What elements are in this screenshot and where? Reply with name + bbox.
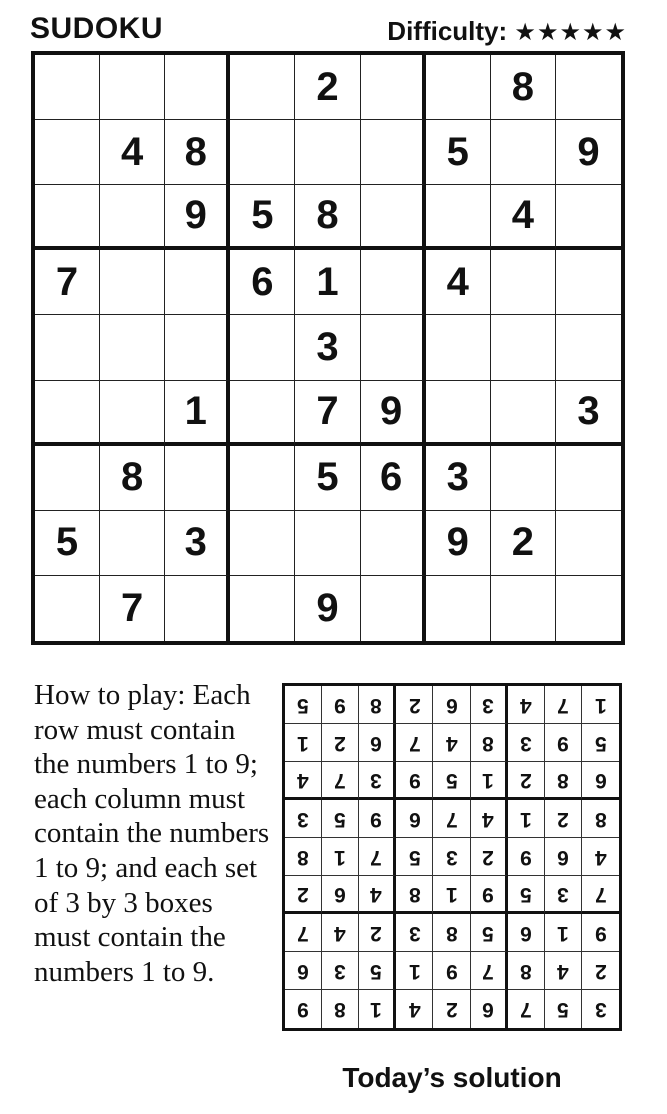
sudoku-cell[interactable]: 1 bbox=[165, 381, 230, 446]
solution-cell bbox=[359, 952, 396, 990]
solution-cell bbox=[471, 800, 508, 838]
sudoku-cell[interactable] bbox=[556, 446, 621, 511]
how-to-play-text: How to play: Each row must contain the numbers 1 to 9; each column must contain the numbers 1 to 9; and each set of 3 by 3 boxes must contain the numbers 1 to 9. bbox=[34, 679, 270, 988]
solution-cell bbox=[285, 952, 322, 990]
sudoku-cell[interactable] bbox=[100, 185, 165, 250]
solution-digit: 5 bbox=[445, 768, 458, 792]
solution-cell bbox=[433, 686, 470, 724]
solution-digit: 1 bbox=[297, 731, 309, 755]
solution-cell bbox=[433, 952, 470, 990]
solution-cell bbox=[471, 762, 508, 800]
solution-digit: 8 bbox=[481, 731, 494, 755]
solution-digit: 5 bbox=[556, 998, 569, 1021]
sudoku-cell[interactable]: 5 bbox=[426, 120, 491, 185]
sudoku-cell[interactable] bbox=[35, 185, 100, 250]
solution-cell bbox=[471, 990, 508, 1028]
solution-cell bbox=[582, 914, 619, 952]
solution-digit: 7 bbox=[481, 959, 494, 983]
solution-digit: 5 bbox=[370, 959, 383, 983]
sudoku-cell[interactable] bbox=[491, 250, 556, 315]
solution-digit: 3 bbox=[370, 768, 383, 792]
solution-cell bbox=[582, 724, 619, 762]
solution-digit: 6 bbox=[445, 693, 458, 717]
sudoku-cell[interactable] bbox=[35, 120, 100, 185]
solution-cell bbox=[545, 762, 582, 800]
solution-grid bbox=[282, 683, 622, 1031]
solution-cell bbox=[396, 686, 433, 724]
solution-digit: 4 bbox=[519, 693, 532, 717]
sudoku-cell[interactable]: 7 bbox=[35, 250, 100, 315]
sudoku-cell[interactable]: 1 bbox=[295, 250, 360, 315]
solution-cell bbox=[285, 914, 322, 952]
solution-digit: 4 bbox=[334, 921, 346, 945]
solution-cell bbox=[285, 762, 322, 800]
solution-cell bbox=[508, 762, 545, 800]
solution-digit: 1 bbox=[481, 768, 494, 792]
sudoku-cell[interactable] bbox=[230, 315, 295, 380]
solution-cell bbox=[471, 838, 508, 876]
sudoku-cell[interactable] bbox=[361, 185, 426, 250]
solution-digit: 4 bbox=[297, 768, 309, 792]
solution-cell bbox=[359, 724, 396, 762]
sudoku-cell[interactable]: 2 bbox=[491, 511, 556, 576]
solution-digit: 9 bbox=[519, 845, 532, 869]
solution-digit: 8 bbox=[556, 768, 569, 792]
sudoku-cell[interactable] bbox=[426, 55, 491, 120]
sudoku-cell[interactable]: 3 bbox=[426, 446, 491, 511]
solution-digit: 6 bbox=[408, 807, 421, 831]
solution-cell bbox=[545, 876, 582, 914]
solution-cell bbox=[545, 800, 582, 838]
sudoku-cell[interactable] bbox=[35, 576, 100, 641]
solution-cell bbox=[582, 686, 619, 724]
solution-digit: 6 bbox=[594, 768, 607, 792]
solution-cell bbox=[508, 876, 545, 914]
solution-digit: 2 bbox=[408, 693, 421, 717]
solution-cell bbox=[433, 990, 470, 1028]
solution-digit: 9 bbox=[297, 998, 309, 1021]
sudoku-cell[interactable] bbox=[100, 315, 165, 380]
sudoku-cell[interactable] bbox=[35, 446, 100, 511]
sudoku-cell[interactable] bbox=[556, 315, 621, 380]
solution-digit: 2 bbox=[334, 731, 346, 755]
sudoku-cell[interactable] bbox=[165, 576, 230, 641]
solution-digit: 1 bbox=[445, 882, 458, 906]
sudoku-cell[interactable] bbox=[295, 511, 360, 576]
sudoku-cell[interactable]: 5 bbox=[35, 511, 100, 576]
solution-cell bbox=[322, 724, 359, 762]
sudoku-cell[interactable] bbox=[100, 381, 165, 446]
sudoku-cell[interactable] bbox=[165, 55, 230, 120]
solution-digit: 7 bbox=[334, 768, 346, 792]
solution-cell bbox=[396, 876, 433, 914]
solution-digit: 2 bbox=[370, 921, 383, 945]
solution-digit: 7 bbox=[445, 807, 458, 831]
sudoku-cell[interactable] bbox=[491, 446, 556, 511]
sudoku-cell[interactable] bbox=[100, 250, 165, 315]
solution-digit: 5 bbox=[481, 921, 494, 945]
solution-cell bbox=[433, 876, 470, 914]
solution-digit: 6 bbox=[556, 845, 569, 869]
sudoku-cell[interactable] bbox=[426, 576, 491, 641]
solution-digit: 1 bbox=[519, 807, 532, 831]
solution-digit: 2 bbox=[445, 998, 458, 1021]
sudoku-cell[interactable] bbox=[556, 250, 621, 315]
sudoku-cell[interactable]: 9 bbox=[165, 185, 230, 250]
solution-digit: 9 bbox=[556, 731, 569, 755]
sudoku-cell[interactable]: 4 bbox=[491, 185, 556, 250]
solution-cell bbox=[359, 838, 396, 876]
sudoku-cell[interactable] bbox=[230, 511, 295, 576]
solution-digit: 6 bbox=[481, 998, 494, 1021]
solution-digit: 5 bbox=[408, 845, 421, 869]
solution-cell bbox=[322, 914, 359, 952]
solution-digit: 2 bbox=[594, 959, 607, 983]
solution-cell bbox=[508, 914, 545, 952]
solution-cell bbox=[508, 800, 545, 838]
sudoku-cell[interactable] bbox=[230, 446, 295, 511]
solution-digit: 8 bbox=[297, 845, 309, 869]
sudoku-cell[interactable]: 9 bbox=[295, 576, 360, 641]
sudoku-cell[interactable]: 6 bbox=[230, 250, 295, 315]
sudoku-cell[interactable]: 4 bbox=[100, 120, 165, 185]
solution-cell bbox=[545, 990, 582, 1028]
solution-digit: 3 bbox=[481, 693, 494, 717]
sudoku-cell[interactable]: 6 bbox=[361, 446, 426, 511]
sudoku-cell[interactable] bbox=[100, 511, 165, 576]
solution-cell bbox=[396, 990, 433, 1028]
solution-digit: 7 bbox=[370, 845, 383, 869]
solution-cell bbox=[433, 914, 470, 952]
solution-cell bbox=[582, 800, 619, 838]
solution-digit: 4 bbox=[481, 807, 494, 831]
solution-digit: 8 bbox=[370, 693, 383, 717]
sudoku-cell[interactable]: 5 bbox=[230, 185, 295, 250]
sudoku-cell[interactable] bbox=[491, 576, 556, 641]
solution-digit: 9 bbox=[445, 959, 458, 983]
solution-digit: 3 bbox=[334, 959, 346, 983]
sudoku-cell[interactable] bbox=[426, 381, 491, 446]
sudoku-cell[interactable] bbox=[230, 576, 295, 641]
solution-cell bbox=[433, 838, 470, 876]
sudoku-cell[interactable]: 3 bbox=[556, 381, 621, 446]
solution-cell bbox=[322, 990, 359, 1028]
solution-cell bbox=[285, 724, 322, 762]
solution-digit: 4 bbox=[370, 882, 383, 906]
solution-cell bbox=[582, 876, 619, 914]
solution-cell bbox=[396, 914, 433, 952]
solution-digit: 7 bbox=[408, 731, 421, 755]
solution-cell bbox=[508, 952, 545, 990]
solution-cell bbox=[359, 990, 396, 1028]
solution-cell bbox=[285, 686, 322, 724]
solution-digit: 1 bbox=[408, 959, 421, 983]
sudoku-cell[interactable] bbox=[35, 315, 100, 380]
sudoku-cell[interactable] bbox=[491, 381, 556, 446]
sudoku-cell[interactable] bbox=[361, 511, 426, 576]
sudoku-cell[interactable]: 5 bbox=[295, 446, 360, 511]
solution-digit: 6 bbox=[334, 882, 346, 906]
solution-cell bbox=[285, 990, 322, 1028]
solution-digit: 5 bbox=[519, 882, 532, 906]
solution-digit: 3 bbox=[445, 845, 458, 869]
solution-cell bbox=[508, 724, 545, 762]
solution-cell bbox=[582, 990, 619, 1028]
solution-cell bbox=[285, 800, 322, 838]
solution-digit: 8 bbox=[408, 882, 421, 906]
solution-cell bbox=[471, 952, 508, 990]
solution-digit: 6 bbox=[370, 731, 383, 755]
sudoku-cell[interactable] bbox=[35, 55, 100, 120]
solution-cell bbox=[359, 914, 396, 952]
solution-digit: 3 bbox=[297, 807, 309, 831]
solution-cell bbox=[322, 800, 359, 838]
solution-cell bbox=[322, 762, 359, 800]
solution-title: Today’s solution bbox=[342, 1062, 562, 1093]
sudoku-cell[interactable] bbox=[361, 315, 426, 380]
solution-digit: 9 bbox=[481, 882, 494, 906]
solution-digit: 8 bbox=[594, 807, 607, 831]
solution-digit: 1 bbox=[556, 921, 569, 945]
sudoku-cell[interactable] bbox=[556, 55, 621, 120]
solution-digit: 7 bbox=[297, 921, 309, 945]
solution-cell bbox=[508, 838, 545, 876]
sudoku-cell[interactable] bbox=[165, 315, 230, 380]
solution-digit: 8 bbox=[519, 959, 532, 983]
solution-digit: 1 bbox=[594, 693, 607, 717]
solution-digit: 1 bbox=[334, 845, 346, 869]
solution-cell bbox=[471, 686, 508, 724]
solution-cell bbox=[471, 724, 508, 762]
solution-cell bbox=[582, 838, 619, 876]
solution-digit: 5 bbox=[334, 807, 346, 831]
solution-digit: 6 bbox=[519, 921, 532, 945]
sudoku-cell[interactable] bbox=[165, 446, 230, 511]
solution-digit: 3 bbox=[556, 882, 569, 906]
sudoku-cell[interactable]: 8 bbox=[491, 55, 556, 120]
solution-digit: 3 bbox=[594, 998, 607, 1021]
sudoku-cell[interactable]: 4 bbox=[426, 250, 491, 315]
sudoku-cell[interactable] bbox=[361, 576, 426, 641]
solution-digit: 4 bbox=[408, 998, 421, 1021]
sudoku-grid bbox=[31, 51, 625, 645]
difficulty-rating bbox=[387, 16, 627, 47]
solution-digit: 1 bbox=[370, 998, 383, 1021]
sudoku-cell[interactable]: 2 bbox=[295, 55, 360, 120]
sudoku-cell[interactable]: 8 bbox=[100, 446, 165, 511]
solution-cell bbox=[545, 838, 582, 876]
solution-digit: 2 bbox=[519, 768, 532, 792]
difficulty-stars: ★★★★★ bbox=[514, 18, 627, 46]
sudoku-cell[interactable] bbox=[426, 315, 491, 380]
solution-digit: 6 bbox=[297, 959, 309, 983]
solution-cell bbox=[545, 914, 582, 952]
solution-digit: 7 bbox=[556, 693, 569, 717]
sudoku-cell[interactable] bbox=[361, 120, 426, 185]
solution-digit: 9 bbox=[370, 807, 383, 831]
sudoku-cell[interactable]: 9 bbox=[426, 511, 491, 576]
solution-cell bbox=[471, 876, 508, 914]
sudoku-cell[interactable]: 8 bbox=[295, 185, 360, 250]
solution-cell bbox=[582, 952, 619, 990]
solution-cell bbox=[359, 762, 396, 800]
solution-cell bbox=[582, 762, 619, 800]
sudoku-cell[interactable] bbox=[556, 511, 621, 576]
solution-cell bbox=[322, 876, 359, 914]
solution-cell bbox=[359, 800, 396, 838]
sudoku-cell[interactable] bbox=[361, 250, 426, 315]
solution-cell bbox=[359, 876, 396, 914]
solution-cell bbox=[359, 686, 396, 724]
solution-digit: 9 bbox=[334, 693, 346, 717]
solution-cell bbox=[396, 838, 433, 876]
solution-cell bbox=[545, 724, 582, 762]
solution-digit: 7 bbox=[519, 998, 532, 1021]
sudoku-cell[interactable] bbox=[556, 185, 621, 250]
solution-cell bbox=[545, 686, 582, 724]
solution-digit: 5 bbox=[297, 693, 309, 717]
sudoku-cell[interactable] bbox=[491, 315, 556, 380]
solution-cell bbox=[471, 914, 508, 952]
solution-digit: 3 bbox=[408, 921, 421, 945]
solution-cell bbox=[322, 838, 359, 876]
sudoku-cell[interactable] bbox=[230, 120, 295, 185]
sudoku-cell[interactable]: 8 bbox=[165, 120, 230, 185]
solution-digit: 3 bbox=[519, 731, 532, 755]
solution-digit: 8 bbox=[334, 998, 346, 1021]
sudoku-cell[interactable] bbox=[295, 120, 360, 185]
sudoku-cell[interactable] bbox=[426, 185, 491, 250]
sudoku-cell[interactable]: 3 bbox=[295, 315, 360, 380]
sudoku-cell[interactable] bbox=[556, 576, 621, 641]
sudoku-cell[interactable] bbox=[361, 55, 426, 120]
sudoku-cell[interactable]: 7 bbox=[100, 576, 165, 641]
solution-cell bbox=[433, 762, 470, 800]
solution-cell bbox=[545, 952, 582, 990]
solution-cell bbox=[396, 762, 433, 800]
solution-cell bbox=[285, 838, 322, 876]
solution-cell bbox=[322, 686, 359, 724]
solution-digit: 4 bbox=[445, 731, 458, 755]
sudoku-cell[interactable]: 9 bbox=[556, 120, 621, 185]
solution-digit: 7 bbox=[594, 882, 607, 906]
sudoku-cell[interactable]: 3 bbox=[165, 511, 230, 576]
solution-digit: 2 bbox=[297, 882, 309, 906]
solution-cell bbox=[433, 800, 470, 838]
solution-cell bbox=[322, 952, 359, 990]
solution-digit: 4 bbox=[594, 845, 607, 869]
sudoku-cell[interactable]: 7 bbox=[295, 381, 360, 446]
sudoku-cell[interactable] bbox=[491, 120, 556, 185]
sudoku-cell[interactable]: 9 bbox=[361, 381, 426, 446]
solution-digit: 5 bbox=[594, 731, 607, 755]
solution-digit: 2 bbox=[556, 807, 569, 831]
solution-digit: 8 bbox=[445, 921, 458, 945]
sudoku-cell[interactable] bbox=[35, 381, 100, 446]
solution-cell bbox=[396, 800, 433, 838]
sudoku-cell[interactable] bbox=[165, 250, 230, 315]
solution-cell bbox=[508, 990, 545, 1028]
difficulty-label: Difficulty: bbox=[387, 16, 508, 46]
solution-cell bbox=[285, 876, 322, 914]
sudoku-cell[interactable] bbox=[230, 55, 295, 120]
solution-digit: 2 bbox=[481, 845, 494, 869]
sudoku-cell[interactable] bbox=[100, 55, 165, 120]
solution-cell bbox=[396, 952, 433, 990]
solution-cell bbox=[396, 724, 433, 762]
solution-cell bbox=[508, 686, 545, 724]
sudoku-cell[interactable] bbox=[230, 381, 295, 446]
solution-digit: 4 bbox=[556, 959, 569, 983]
solution-cell bbox=[433, 724, 470, 762]
puzzle-title: SUDOKU bbox=[30, 12, 164, 45]
solution-digit: 9 bbox=[408, 768, 421, 792]
solution-digit: 9 bbox=[594, 921, 607, 945]
